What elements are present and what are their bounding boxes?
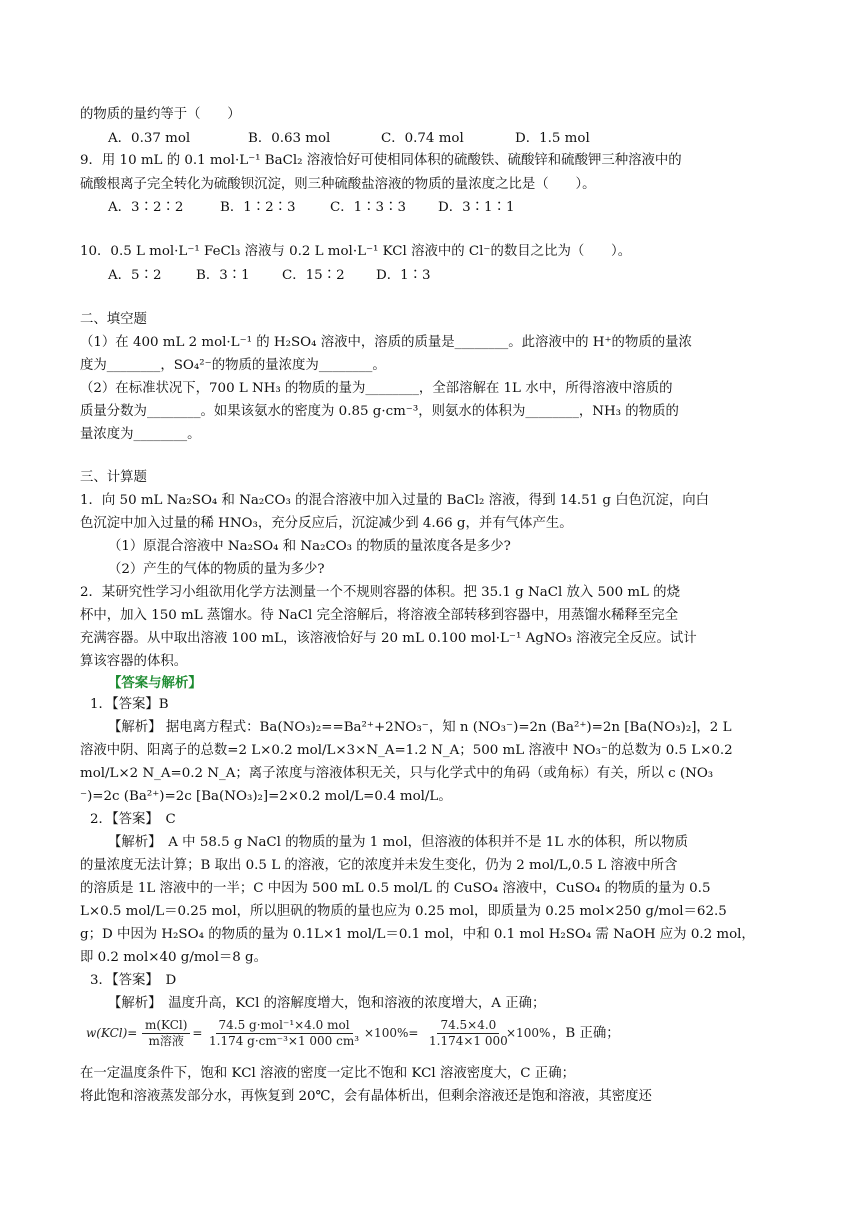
answer2-line5: g；D 中因为 H₂SO₄ 的物质的量为 0.1L×1 mol/L＝0.1 mol，中和 0.1 mol H₂SO₄ 需 NaOH 应为 0.2 mol， xyxy=(80,927,755,942)
q9-option-b: B．1∶2∶3 xyxy=(220,200,296,215)
formula-f1-den: m溶液 xyxy=(148,1033,184,1048)
q10-option-a: A．5∶2 xyxy=(108,268,162,283)
q8-option-b: B．0.63 mol xyxy=(248,131,331,146)
q9-options xyxy=(108,197,514,219)
q9-line2: 硫酸根离子完全转化为硫酸钡沉淀，则三种硫酸盐溶液的物质的量浓度之比是（ ）。 xyxy=(80,177,596,192)
answer3-head: 3．【答案】 D xyxy=(90,973,177,988)
answer2-line1: 【解析】 A 中 58.5 g NaCl 的物质的量为 1 mol，但溶液的体积并不是 1L 水的体积，所以物质 xyxy=(108,835,688,850)
fill2-line1: （2）在标准状况下，700 L NH₃ 的物质的量为________，全部溶解在 1L 水中，所得溶液中溶质的 xyxy=(80,381,673,396)
q8-option-c: C．0.74 mol xyxy=(381,131,464,146)
answer3-line1: 【解析】 温度升高，KCl 的溶解度增大，饱和溶液的浓度增大，A 正确； xyxy=(108,996,546,1011)
calc1-line2: 色沉淀中加入过量的稀 HNO₃，充分反应后，沉淀减少到 4.66 g，并有气体产生。 xyxy=(80,516,573,531)
answer1-line1: 【解析】 据电离方程式：Ba(NO₃)₂==Ba²⁺+2NO₃⁻，知 n (NO₃⁻)=2n (Ba²⁺)=2n [Ba(NO₃)₂]，2 L xyxy=(108,720,732,735)
answers-title: 【答案与解析】 xyxy=(108,675,202,691)
calc1-line1: 1．向 50 mL Na₂SO₄ 和 Na₂CO₃ 的混合溶液中加入过量的 BaCl₂ 溶液，得到 14.51 g 白色沉淀，向白 xyxy=(80,493,709,508)
kcl-mass-fraction-formula: w(KCl)= $\frac{\text{m(KCl)}}{\text{m溶液}}$ = $\frac{\text{74.5 g·mol⁻¹×4.0 mol}}{\text{1.174 g·cm⁻³×1 000 cm³}}$ ×100%= $\frac{74.5\times 4.0}{1.174\times 1 000}$ ×100% xyxy=(86,1017,551,1048)
q10-line: 10．0.5 L mol·L⁻¹ FeCl₃ 溶液与 0.2 L mol·L⁻¹ KCl 溶液中的 Cl⁻的数目之比为（ ）。 xyxy=(80,244,632,259)
answer1-line4: ⁻)=2c (Ba²⁺)=2c [Ba(NO₃)₂]=2×0.2 mol/L=0.4 mol/L。 xyxy=(80,789,452,804)
formula-f2-num: 74.5 g·mol⁻¹×4.0 mol xyxy=(216,1018,353,1034)
q9-option-d: D．3∶1∶1 xyxy=(438,200,515,215)
formula-fraction-3 xyxy=(426,1018,511,1049)
q10-options xyxy=(108,265,431,287)
answer3-line4: 将此饱和溶液蒸发部分水，再恢复到 20℃，会有晶体析出，但剩余溶液还是饱和溶液，其密度还 xyxy=(80,1089,652,1104)
calc1-question2: （2）产生的气体的物质的量为多少? xyxy=(108,562,325,577)
calc2-line2: 杯中，加入 150 mL 蒸馏水。待 NaCl 完全溶解后，将溶液全部转移到容器中，用蒸馏水稀释至完全 xyxy=(80,608,679,623)
q9-option-a: A．3∶2∶2 xyxy=(108,200,184,215)
answer2-line2: 的量浓度无法计算；B 取出 0.5 L 的溶液，它的浓度并未发生变化，仍为 2 mol/L,0.5 L 溶液中所含 xyxy=(80,858,678,873)
q8-options xyxy=(108,128,590,150)
q8-option-a: A．0.37 mol xyxy=(108,131,191,146)
q10-option-b: B．3∶1 xyxy=(196,268,250,283)
q9-line1: 9．用 10 mL 的 0.1 mol·L⁻¹ BaCl₂ 溶液恰好可使相同体积的硫酸铁、硫酸锌和硫酸钾三种溶液中的 xyxy=(80,153,682,168)
formula-pct2: ×100% xyxy=(506,1026,551,1040)
formula-f3-num: 74.5×4.0 xyxy=(437,1018,499,1034)
fill1-line2: 度为________，SO₄²⁻的物质的量浓度为________。 xyxy=(80,358,386,373)
answer3-line3: 在一定温度条件下，饱和 KCl 溶液的密度一定比不饱和 KCl 溶液密度大，C 正确； xyxy=(80,1066,575,1081)
formula-pct1: ×100%= xyxy=(364,1026,419,1040)
formula-f2-den: 1.174 g·cm⁻³×1 000 cm³ xyxy=(209,1033,360,1048)
fill2-line2: 质量分数为________。如果该氨水的密度为 0.85 g·cm⁻³，则氨水的体积为________，NH₃ 的物质的 xyxy=(80,404,679,419)
answer3-line2-tail: ，B 正确； xyxy=(552,1026,620,1041)
q10-option-d: D．1∶3 xyxy=(376,268,431,283)
answer2-line3: 的溶质是 1L 溶液中的一半；C 中因为 500 mL 0.5 mol/L 的 CuSO₄ 溶液中，CuSO₄ 的物质的量为 0.5 xyxy=(80,881,711,896)
q10-option-c: C．15∶2 xyxy=(282,268,345,283)
q8-option-d: D．1.5 mol xyxy=(515,131,590,146)
answer1-line2: 溶液中阴、阳离子的总数=2 L×0.2 mol/L×3×N_A=1.2 N_A；500 mL 溶液中 NO₃⁻的总数为 0.5 L×0.2 xyxy=(80,743,733,758)
fill2-line3: 量浓度为________。 xyxy=(80,427,201,442)
formula-lhs: w(KCl)= xyxy=(86,1026,138,1040)
calc1-question1: （1）原混合溶液中 Na₂SO₄ 和 Na₂CO₃ 的物质的量浓度各是多少? xyxy=(108,539,511,554)
section-fill-title: 二、填空题 xyxy=(80,312,147,327)
answer2-line4: L×0.5 mol/L＝0.25 mol，所以胆矾的物质的量也应为 0.25 mol，即质量为 0.25 mol×250 g/mol＝62.5 xyxy=(80,904,727,919)
formula-f1-num: m(KCl) xyxy=(142,1018,190,1034)
section-calc-title: 三、计算题 xyxy=(80,470,147,485)
fill1-line1: （1）在 400 mL 2 mol·L⁻¹ 的 H₂SO₄ 溶液中，溶质的质量是________。此溶液中的 H⁺的物质的量浓 xyxy=(80,335,692,350)
answer1-line3: mol/L×2 N_A=0.2 N_A；离子浓度与溶液体积无关，只与化学式中的角码（或角标）有关，所以 c (NO₃ xyxy=(80,766,714,781)
calc2-line1: 2．某研究性学习小组欲用化学方法测量一个不规则容器的体积。把 35.1 g NaCl 放入 500 mL 的烧 xyxy=(80,585,680,600)
formula-fraction-2 xyxy=(206,1018,362,1049)
q9-option-c: C．1∶3∶3 xyxy=(330,200,406,215)
answer2-head: 2．【答案】 C xyxy=(90,812,176,827)
calc2-line4: 算该容器的体积。 xyxy=(80,654,188,669)
q8-tail: 的物质的量约等于（ ） xyxy=(80,107,241,122)
calc2-line3: 充满容器。从中取出溶液 100 mL，该溶液恰好与 20 mL 0.100 mol·L⁻¹ AgNO₃ 溶液完全反应。试计 xyxy=(80,631,697,646)
formula-f3-den: 1.174×1 000 xyxy=(429,1033,508,1048)
formula-fraction-1 xyxy=(142,1018,190,1049)
answer2-line6: 即 0.2 mol×40 g/mol＝8 g。 xyxy=(80,950,268,965)
answer1-head: 1．【答案】B xyxy=(90,697,169,712)
